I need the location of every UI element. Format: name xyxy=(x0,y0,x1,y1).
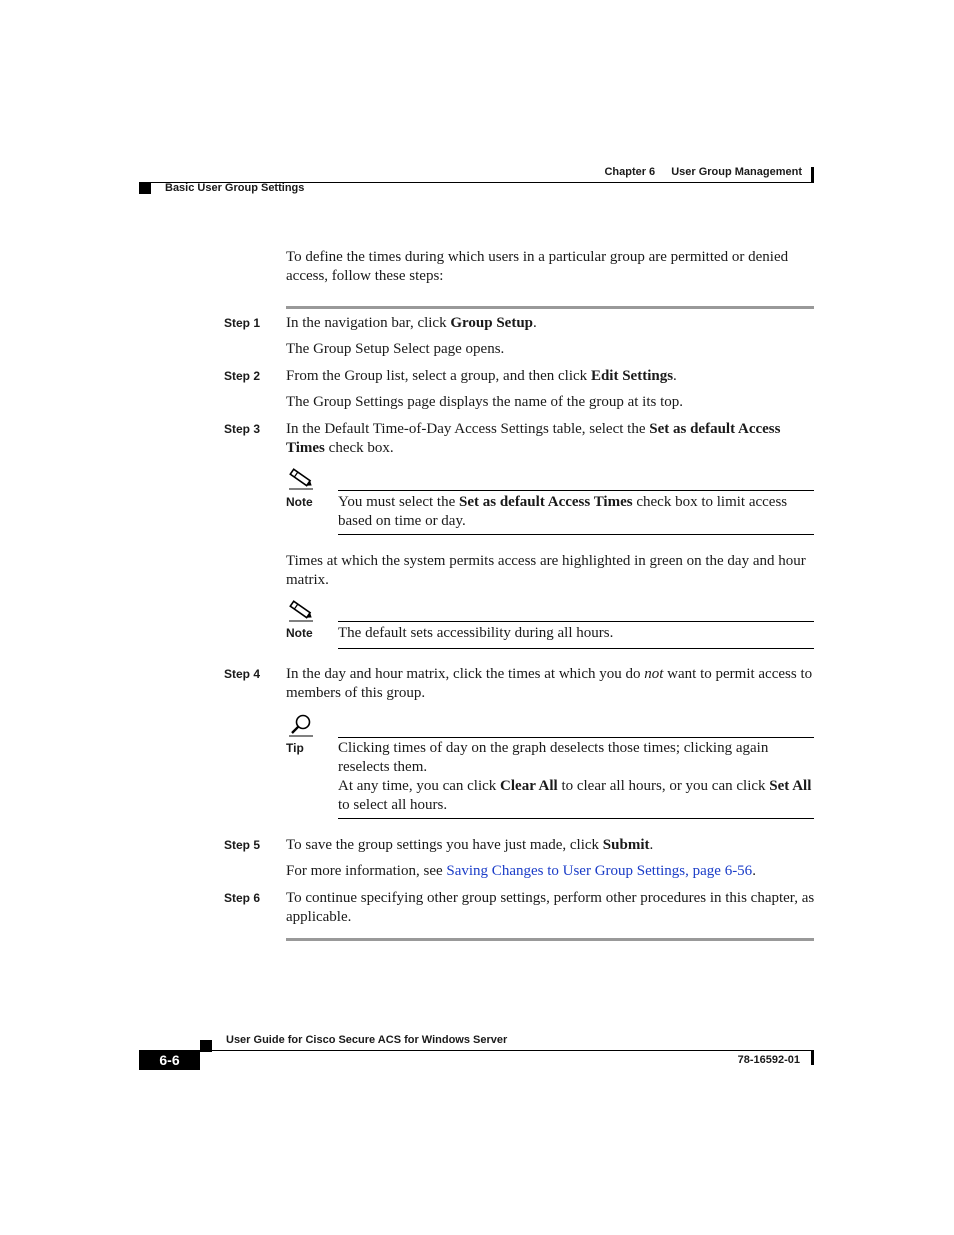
tip-label: Tip xyxy=(286,741,304,755)
ui-term: Set as default Access Times xyxy=(286,421,781,456)
note-top-rule xyxy=(338,490,814,491)
ui-term: Submit xyxy=(602,837,650,853)
magnifier-icon xyxy=(287,713,315,737)
step-label: Step 4 xyxy=(224,667,261,681)
step-text: In the navigation bar, click Group Setup. xyxy=(286,315,537,331)
header-marker xyxy=(139,182,151,194)
step-label: Step 1 xyxy=(224,316,261,330)
step-text: From the Group list, select a group, and then click Edit Settings. xyxy=(286,368,677,384)
step-text: In the day and hour matrix, click the times at which you do not want to permit access to members of this group. xyxy=(286,666,813,701)
tip-text xyxy=(338,739,814,815)
procedure-top-rule xyxy=(286,306,814,309)
chapter-number: Chapter 6 xyxy=(604,166,656,178)
ui-term: Set as default Access Times xyxy=(458,494,633,510)
footer-rule xyxy=(139,1050,814,1051)
step-label: Step 2 xyxy=(224,369,261,383)
doc-number: 78-16592-01 xyxy=(737,1054,800,1066)
step-result: The Group Setup Select page opens. xyxy=(286,341,505,357)
step-result: The Group Settings page displays the name of the group at its top. xyxy=(286,394,684,410)
note-text: The default sets accessibility during all hours. xyxy=(338,625,614,641)
tip-top-rule xyxy=(338,737,814,738)
header-bar xyxy=(811,167,814,183)
emphasis: not xyxy=(644,666,664,682)
pencil-icon xyxy=(287,466,315,490)
note-bottom-rule xyxy=(338,534,814,535)
chapter-title: User Group Management xyxy=(671,166,802,178)
book-title: User Guide for Cisco Secure ACS for Windows Server xyxy=(226,1034,508,1046)
footer-bar xyxy=(811,1051,814,1065)
page-number: 6-6 xyxy=(139,1051,200,1070)
ui-term: Clear All xyxy=(500,778,558,794)
step-label: Step 6 xyxy=(224,891,261,905)
step-label: Step 3 xyxy=(224,422,261,436)
section-title: Basic User Group Settings xyxy=(165,182,305,194)
cross-reference-link[interactable]: Saving Changes to User Group Settings, page 6-56 xyxy=(446,863,753,879)
pencil-icon xyxy=(287,598,315,622)
step-label: Step 5 xyxy=(224,838,261,852)
step-followup: Times at which the system permits access are highlighted in green on the day and hour matrix. xyxy=(286,553,806,588)
note-text: You must select the Set as default Access Times check box to limit access based on time or day. xyxy=(338,494,788,529)
tip-line: Clicking times of day on the graph deselects those times; clicking again reselects them. xyxy=(338,740,769,775)
step-text: To save the group settings you have just made, click Submit. xyxy=(286,837,654,853)
ui-term: Set All xyxy=(769,778,812,794)
step-text: In the Default Time-of-Day Access Settings table, select the Set as default Access Times check box. xyxy=(286,421,781,456)
intro-paragraph: To define the times during which users in a particular group are permitted or denied access, follow these steps: xyxy=(286,249,789,284)
note-top-rule xyxy=(338,621,814,622)
note-bottom-rule xyxy=(338,648,814,649)
tip-bottom-rule xyxy=(338,818,814,819)
procedure-bottom-rule xyxy=(286,938,814,941)
ui-term: Edit Settings xyxy=(590,368,674,384)
note-label: Note xyxy=(286,626,313,640)
step-text: To continue specifying other group settings, perform other procedures in this chapter, as applicable. xyxy=(286,890,815,925)
running-header xyxy=(604,166,802,178)
step-result: For more information, see Saving Changes to User Group Settings, page 6-56. xyxy=(286,863,756,879)
tip-line: At any time, you can click Clear All to clear all hours, or you can click Set All to select all hours. xyxy=(338,778,812,813)
note-label: Note xyxy=(286,495,313,509)
ui-term: Group Setup xyxy=(450,315,534,331)
